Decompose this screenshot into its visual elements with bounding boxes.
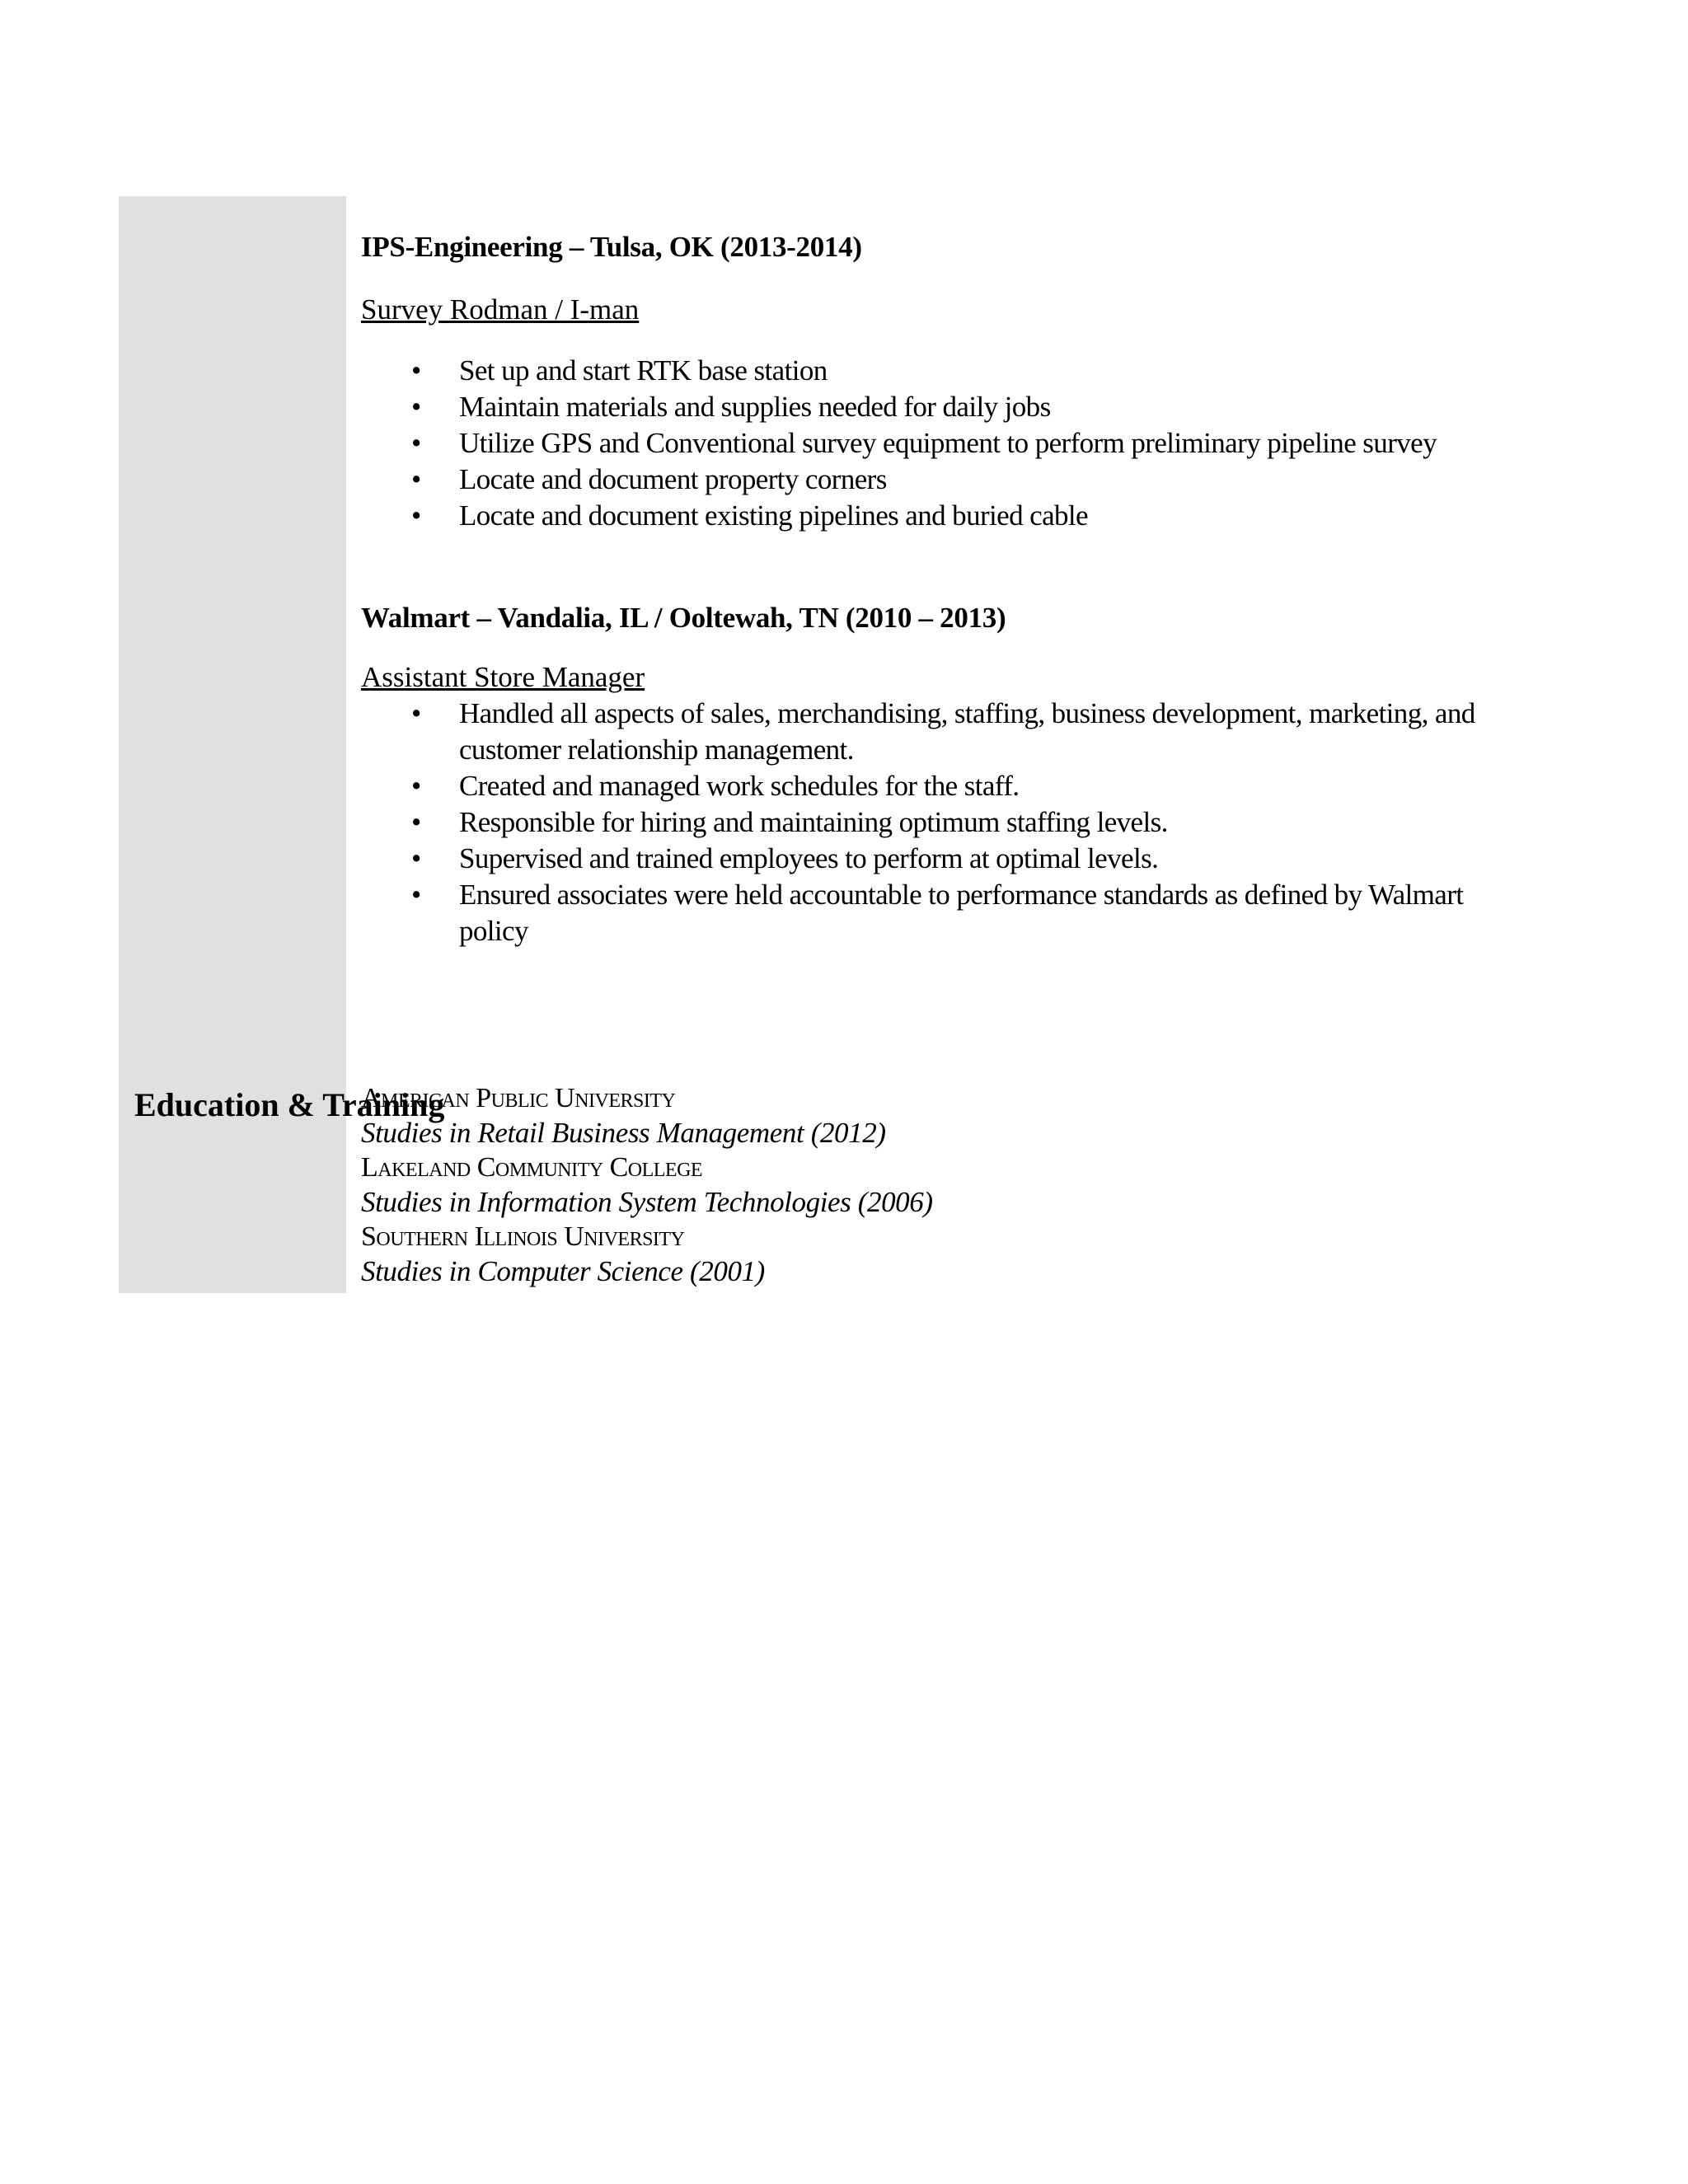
bullet-icon: •: [411, 463, 421, 495]
duty-text: Responsible for hiring and maintaining optimum staffing levels.: [459, 806, 1168, 838]
list-item: [361, 462, 1482, 498]
list-item: [361, 696, 1482, 768]
study-description: Studies in Retail Business Management (2012): [361, 1117, 886, 1149]
list-item: [361, 498, 1482, 534]
study-description: Studies in Computer Science (2001): [361, 1255, 765, 1287]
list-item: [361, 877, 1482, 949]
bullet-icon: •: [411, 770, 421, 802]
duty-text: Maintain materials and supplies needed for daily jobs: [459, 391, 1051, 423]
bullet-icon: •: [411, 806, 421, 838]
bullet-icon: •: [411, 879, 421, 911]
duty-text: Created and managed work schedules for the staff.: [459, 770, 1020, 802]
duty-text: Handled all aspects of sales, merchandising, staffing, business development, marketing, and customer relationship management.: [459, 697, 1475, 766]
list-item: [361, 804, 1482, 841]
bullet-icon: •: [411, 391, 421, 423]
job-title: Walmart – Vandalia, IL / Ooltewah, TN (2010 – 2013): [361, 602, 1006, 634]
list-item: [361, 353, 1482, 389]
experience-section: [361, 227, 1482, 949]
bullet-icon: •: [411, 842, 421, 874]
duty-text: Locate and document existing pipelines and buried cable: [459, 499, 1088, 532]
bullet-icon: •: [411, 697, 421, 729]
job-title: IPS-Engineering – Tulsa, OK (2013-2014): [361, 231, 862, 263]
duty-text: Ensured associates were held accountable to performance standards as defined by Walmart policy: [459, 879, 1464, 947]
school-name: Southern Illinois University: [361, 1221, 685, 1252]
duty-text: Supervised and trained employees to perform at optimal levels.: [459, 842, 1159, 874]
duty-text: Utilize GPS and Conventional survey equipment to perform preliminary pipeline survey: [459, 427, 1437, 459]
job-duties-list: [361, 353, 1482, 534]
job-entry: [361, 227, 1482, 534]
duty-text: Set up and start RTK base station: [459, 354, 828, 387]
bullet-icon: •: [411, 499, 421, 532]
duty-text: Locate and document property corners: [459, 463, 887, 495]
list-item: [361, 768, 1482, 804]
list-item: [361, 389, 1482, 425]
list-item: [361, 425, 1482, 462]
school-name: American Public University: [361, 1083, 676, 1113]
job-role: Assistant Store Manager: [361, 661, 645, 693]
job-entry: [361, 598, 1482, 949]
education-heading: Education & Training: [134, 1086, 445, 1123]
study-description: Studies in Information System Technologies (2006): [361, 1186, 933, 1218]
job-duties-list: [361, 696, 1482, 949]
school-name: Lakeland Community College: [361, 1152, 703, 1183]
education-section: [361, 1081, 1482, 1289]
bullet-icon: •: [411, 354, 421, 387]
list-item: [361, 841, 1482, 877]
sidebar-panel: [119, 196, 346, 1293]
job-role: Survey Rodman / I-man: [361, 293, 640, 326]
bullet-icon: •: [411, 427, 421, 459]
